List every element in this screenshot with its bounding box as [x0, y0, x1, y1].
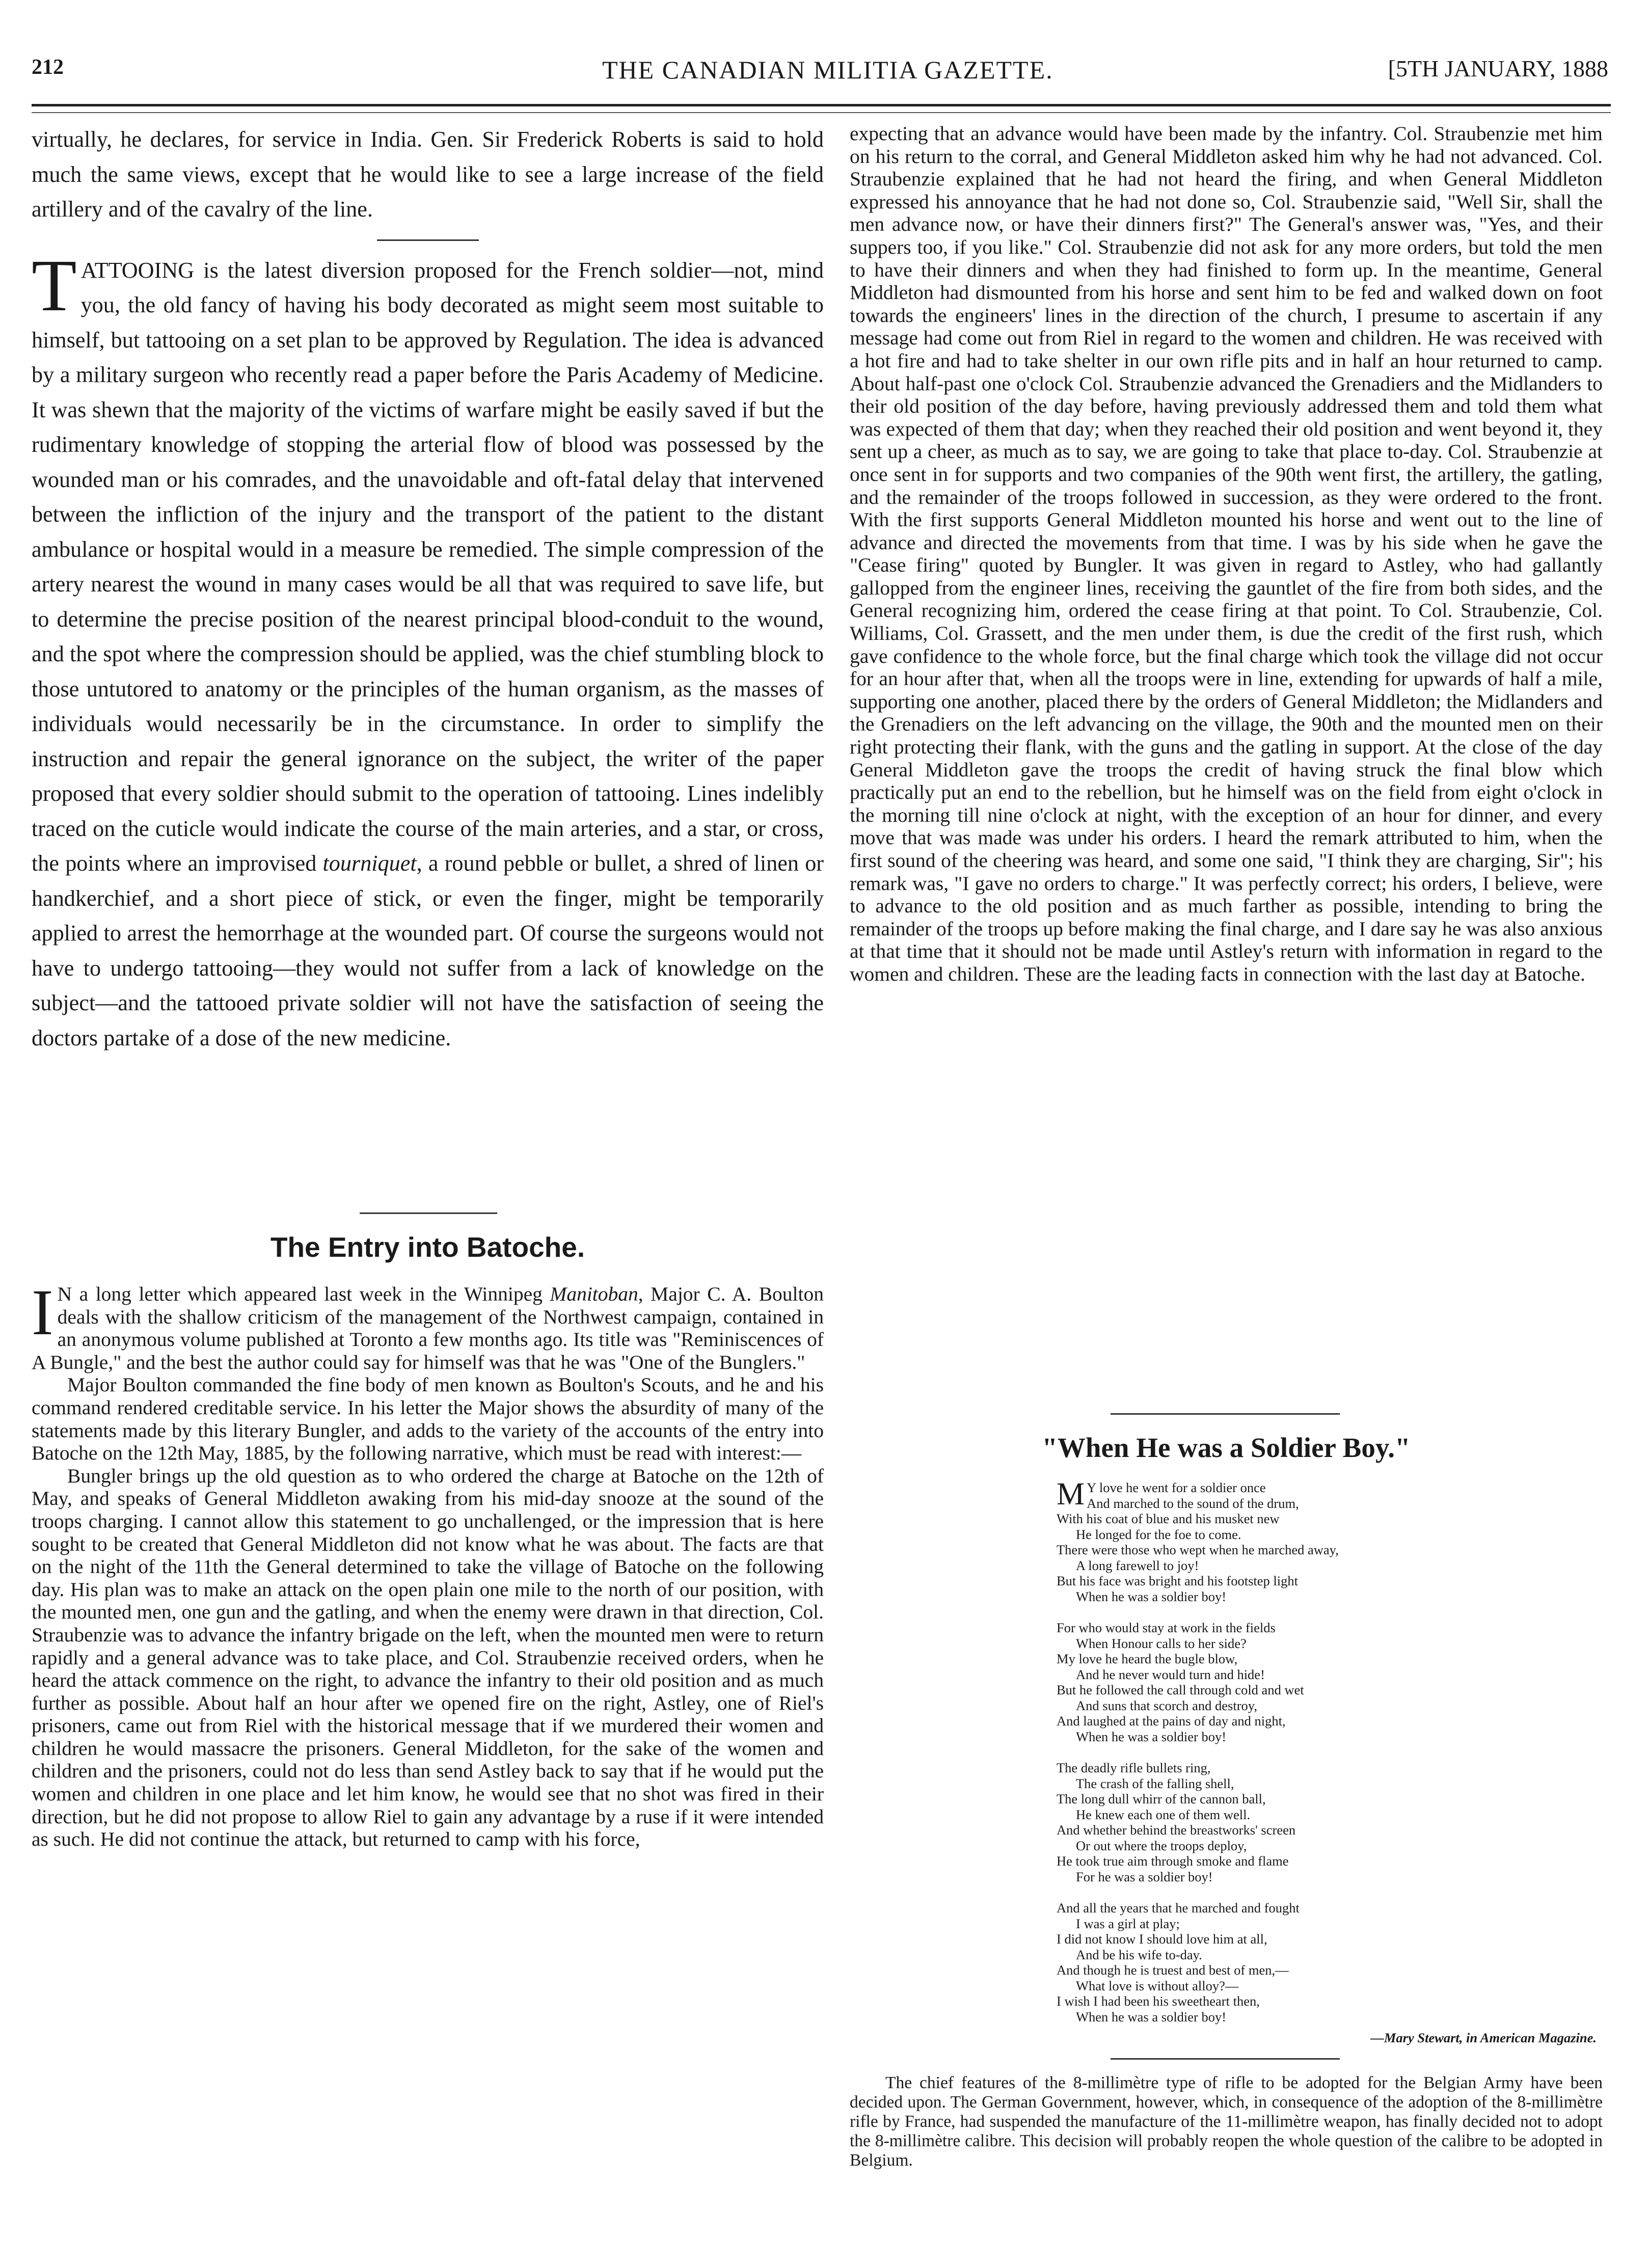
- issue-date: [5TH JANUARY, 1888: [1388, 56, 1608, 82]
- poem-heading: "When He was a Soldier Boy.": [1042, 1432, 1411, 1463]
- section-divider: [377, 239, 479, 241]
- poem-line: The crash of the falling shell,: [1076, 1775, 1234, 1791]
- poem-line: He knew each one of them well.: [1076, 1806, 1251, 1822]
- poem-credit: —Mary Stewart, in American Magazine.: [1370, 2030, 1597, 2045]
- poem-line: I wish I had been his sweetheart then,: [1057, 1993, 1260, 2009]
- drop-cap: M: [1057, 1477, 1085, 1511]
- section-divider: [1111, 1413, 1340, 1415]
- tattooing-text-end: , a round pebble or bullet, a shred of linen or handkerchief, and a short piece of stick, or even the finger, might be temporarily applied to arrest the hemorrhage at the wounded part. Of course the surgeons would not have to undergo tattooing—they would not suffer from a lack of knowledge on the subject—and the tattooed private soldier will not have the satisfaction of seeing the doctors partake of a dose of the new medicine.: [32, 851, 824, 1050]
- poem-line: But his face was bright and his footstep light: [1057, 1573, 1298, 1588]
- newspaper-title: THE CANADIAN MILITIA GAZETTE.: [602, 56, 1053, 84]
- article-heading: The Entry into Batoche.: [270, 1231, 585, 1263]
- poem-stanza: [1057, 1620, 1597, 1744]
- poem-line: And laughed at the pains of day and night,: [1057, 1713, 1286, 1729]
- poem-line: When Honour calls to her side?: [1076, 1635, 1247, 1651]
- poem-line: Or out where the troops deploy,: [1076, 1838, 1247, 1853]
- drop-cap: T: [32, 245, 77, 327]
- rifle-note: [850, 2073, 1603, 2170]
- poem-line: My love he heard the bugle blow,: [1057, 1651, 1238, 1666]
- batoche-paragraph-1: [32, 1276, 824, 1373]
- poem-line: I was a girl at play;: [1076, 1915, 1180, 1931]
- rifle-note-paragraph: The chief features of the 8-millimètre type of rifle to be adopted for the Belgian Army have been decided upon. The German Government, however, which, in consequence of the adoption of the 8-millimètre rifle by France, had suspended the manufacture of the 11-millimètre weapon, has finally decided not to adopt the 8-millimètre calibre. This decision will probably reopen the whole question of the calibre to be adopted in Belgium.: [850, 2073, 1603, 2170]
- poem-line: The long dull whirr of the cannon ball,: [1057, 1791, 1266, 1806]
- batoche-paragraph-3: Bungler brings up the old question as to who ordered the charge at Batoche on the 12th of May, and speaks of General Middleton awaking from his mid-day snooze at the sound of the troops charging. I cannot allow this statement to go unchallenged, or the impression that is here sought to be created that General Middleton did not know what he was about. The facts are that on the night of the 11th the General determined to take the village of Batoche on the following day. His plan was to make an attack on the open plain one mile to the north of our position, with the mounted men, one gun and the gatling, and when the enemy were drawn in that direction, Col. Straubenzie was to advance the infantry brigade on the left, when the mounted men were to return rapidly and a general advance was to take place, and Col. Straubenzie received orders, when he heard the attack commence on the right, to advance the infantry to their old position and as much further as possible. About half an hour after we opened fire on the right, Astley, one of Riel's prisoners, came out from Riel with the historical message that if we murdered their women and children he would massacre the prisoners. General Middleton, for the sake of the women and children and the prisoners, could not do less than send Astley back to say that if he would put the women and children in one place and let him know, he would see that no shot was fired in their direction, but he did not propose to allow Riel to gain any advantage by a ruse if it were intended as such. He did not continue the attack, but returned to camp with his force,: [32, 1464, 824, 1851]
- poem-line: What love is without alloy?—: [1076, 1978, 1239, 1993]
- masthead-rule-thin: [32, 112, 1611, 113]
- poem-line: And suns that scorch and destroy,: [1076, 1697, 1257, 1713]
- poem-line: There were those who wept when he marched away,: [1057, 1542, 1339, 1557]
- poem-line: With his coat of blue and his musket new: [1057, 1511, 1280, 1526]
- manitoban-italic: Manitoban: [550, 1283, 638, 1305]
- section-divider: [360, 1212, 497, 1214]
- poem-line: And marched to the sound of the drum,: [1087, 1495, 1299, 1511]
- poem-stanza: [1057, 1900, 1597, 2024]
- batoche-p1-text-end: , Major C. A. Boulton deals with the shallow criticism of the management of the Northwest campaign, contained in an anonymous volume published at Toronto a few months ago. Its title was "Reminiscences of A Bungle," and the best the author could say for himself was that he was "One of the Bunglers.": [32, 1283, 824, 1373]
- poem-line: He took true aim through smoke and flame: [1057, 1853, 1289, 1869]
- tattooing-paragraph: [32, 245, 824, 1056]
- masthead-rule: [32, 104, 1611, 106]
- batoche-paragraph-2: Major Boulton commanded the fine body of men known as Boulton's Scouts, and he and his command rendered creditable service. In his letter the Major shows the absurdity of many of the statements made by this literary Bungler, and adds to the variety of the accounts of the entry into Batoche on the 12th May, 1885, by the following narrative, which must be read with interest:—: [32, 1373, 824, 1465]
- poem-line: When he was a soldier boy!: [1076, 2009, 1227, 2024]
- right-column: [850, 122, 1603, 986]
- poem-line: And all the years that he marched and fought: [1057, 1900, 1300, 1915]
- poem-line: I did not know I should love him at all,: [1057, 1931, 1267, 1947]
- batoche-continuation: expecting that an advance would have been made by the infantry. Col. Straubenzie met him on his return to the corral, and General Middleton asked him why he had not advanced. Col. Straubenzie explained that he had not heard the firing, and when General Middleton expressed his annoyance that he had not done so, Col. Straubenzie said, "Well Sir, shall the men advance now, or have their dinners first?" The General's answer was, "Yes, and their suppers too, if you like." Col. Straubenzie did not ask for any more orders, but told the men to have their dinners and when they had finished to form up. In the meantime, General Middleton had dismounted from his horse and sent him to be fed and walked down on foot towards the engineers' lines in the direction of the church, I presume to ascertain if any message had come out from Riel in regard to the women and children. He was received with a hot fire and had to take shelter in our own rifle pits and in half an hour returned to camp. About half-past one o'clock Col. Straubenzie advanced the Grenadiers and the Midlanders to their old position of the day before, having previously addressed them and told them what was expected of them that day; when they reached their old position and went beyond it, they sent up a cheer, as much as to say, we are going to take that place to-day. Col. Straubenzie at once sent in for supports and two companies of the 90th went first, the artillery, the gatling, and the remainder of the troops followed in succession, as they were ordered to the front. With the first supports General Middleton mounted his horse and went out to the line of advance and directed the movements from that time. I was by his side when he gave the "Cease firing" quoted by Bungler. It was given in regard to Astley, who had gallantly gallopped from the engineer lines, receiving the gauntlet of the fire from both sides, and the General recognizing him, ordered the cease firing at that point. To Col. Straubenzie, Col. Williams, Col. Grassett, and the men under them, is due the credit of the first rush, which gave confidence to the whole force, but the final charge which took the village did not occur for an hour after that, when all the troops were in line, extending for upwards of half a mile, supporting one another, placed there by the orders of General Middleton; the Midlanders and the Grenadiers on the left advancing on the village, the 90th and the mounted men on their right protecting their flank, with the guns and the gatling in support. At the close of the day General Middleton gave the troops the credit of having struck the final blow which practically put an end to the rebellion, but he himself was on the field from eight o'clock in the morning till nine o'clock at night, with the exception of an hour for dinner, and every move that was made was under his orders. I heard the remark attributed to him, when the first sound of the cheering was heard, and some one said, "I think they are charging, Sir"; his remark was, "I gave no orders to charge." It was perfectly correct; his orders, I believe, were to advance to the old position and as much farther as possible, intending to bring the remainder of the troops up before making the final charge, and I dare say he was also anxious at that time that it should not be made until Astley's return with information in regard to the women and children. These are the leading facts in connection with the last day at Batoche.: [850, 122, 1603, 985]
- poem-line: And whether behind the breastworks' screen: [1057, 1822, 1296, 1838]
- poem: [1057, 1477, 1597, 2046]
- poem-line: For he was a soldier boy!: [1076, 1869, 1213, 1884]
- poem-line: Y love he went for a soldier once: [1087, 1480, 1266, 1495]
- poem-stanza: [1057, 1477, 1597, 1604]
- roberts-paragraph: virtually, he declares, for service in India. Gen. Sir Frederick Roberts is said to hold much the same views, except that he would like to see a large increase of the field artillery and of the cavalry of the line.: [32, 127, 824, 222]
- poem-line: When he was a soldier boy!: [1076, 1729, 1227, 1744]
- batoche-p1-text: N a long letter which appeared last week in the Winnipeg: [57, 1283, 550, 1305]
- poem-line: A long farewell to joy!: [1076, 1557, 1199, 1573]
- poem-line: And be his wife to-day.: [1076, 1947, 1202, 1962]
- drop-cap: I: [32, 1276, 53, 1348]
- left-column-upper: [32, 122, 824, 1056]
- poem-line: And he never would turn and hide!: [1076, 1666, 1265, 1682]
- poem-line: For who would stay at work in the fields: [1057, 1620, 1276, 1635]
- page-number: 212: [32, 56, 64, 79]
- poem-line: He longed for the foe to come.: [1076, 1526, 1241, 1542]
- poem-line: The deadly rifle bullets ring,: [1057, 1760, 1211, 1775]
- poem-line: And though he is truest and best of men,—: [1057, 1962, 1289, 1978]
- left-column-lower: [32, 1276, 824, 1851]
- section-divider: [1111, 2058, 1340, 2060]
- poem-line: But he followed the call through cold and wet: [1057, 1682, 1304, 1697]
- poem-line: When he was a soldier boy!: [1076, 1588, 1227, 1604]
- tattooing-text: ATTOOING is the latest diversion proposed for the French soldier—not, mind you, the old fancy of having his body decorated as might seem most suitable to himself, but tattooing on a set plan to be approved by Regulation. The idea is advanced by a military surgeon who recently read a paper before the Paris Academy of Medicine. It was shewn that the majority of the victims of warfare might be easily saved if but the rudimentary knowledge of stopping the arterial flow of blood was possessed by the wounded man or his comrades, and the unavoidable and oft-fatal delay that intervened between the infliction of the injury and the transport of the patient to the distant ambulance or hospital would in a measure be remedied. The simple compression of the artery nearest the wound in many cases would be all that was required to save life, but to determine the precise position of the nearest principal blood-conduit to the wound, and the spot where the compression should be applied, was the chief stumbling block to those untutored to anatomy or the principles of the human organism, as the masses of individuals would necessarily be in the circumstance. In order to simplify the instruction and repair the general ignorance on the subject, the writer of the paper proposed that every soldier should submit to the operation of tattooing. Lines indelibly traced on the cuticle would indicate the course of the main arteries, and a star, or cross, the points where an improvised: [32, 257, 824, 876]
- masthead: [32, 55, 1608, 93]
- poem-stanza: [1057, 1760, 1597, 1884]
- tourniquet-italic: tourniquet: [322, 851, 417, 876]
